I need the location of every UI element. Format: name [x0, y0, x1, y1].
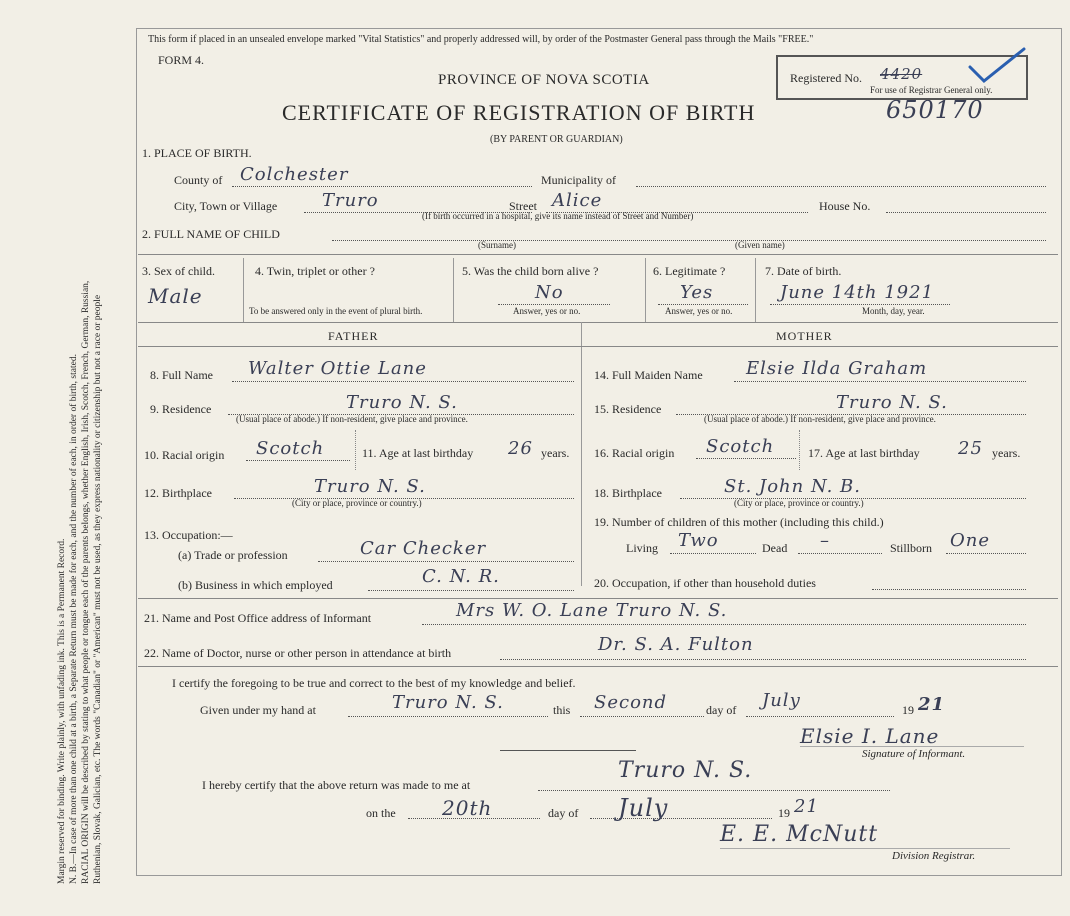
certify-year-prefix: 19 — [902, 703, 914, 717]
father-birthplace-note: (City or place, province or country.) — [292, 498, 422, 508]
stillborn-label: Stillborn — [890, 541, 933, 555]
father-years-label: years. — [541, 446, 570, 460]
father-business-value: C. N. R. — [422, 566, 500, 587]
father-birthplace-value: Truro N. S. — [314, 476, 426, 497]
father-business-label: (b) Business in which employed — [178, 578, 333, 592]
mother-residence-value: Truro N. S. — [836, 392, 948, 413]
sidebar-line-1: Margin reserved for binding. Write plainly, with unfading ink. This is a Permanent Record. — [57, 538, 67, 884]
mother-residence-label: 15. Residence — [594, 402, 662, 416]
registrar-day-of-label: day of — [548, 806, 579, 820]
registrar-place-value: Truro N. S. — [618, 758, 753, 783]
father-occupation-label: 13. Occupation:— — [144, 528, 233, 542]
mother-header: MOTHER — [776, 329, 833, 343]
dead-value: – — [820, 530, 830, 551]
father-name-label: 8. Full Name — [150, 368, 213, 382]
municipality-label: Municipality of — [541, 173, 616, 187]
mother-age-value: 25 — [958, 438, 983, 459]
stillborn-value: One — [950, 530, 991, 551]
certify-month-value: July — [762, 690, 801, 711]
surname-note: (Surname) — [478, 240, 516, 250]
living-label: Living — [626, 541, 658, 555]
division-registrar-label: Division Registrar. — [892, 850, 976, 862]
margin-instructions — [56, 64, 104, 884]
registrar-on-the-label: on the — [366, 806, 396, 820]
sidebar-line-4: Ruthenian, Slovak, Galician, etc. The words "Canadian" or "American" must not be used, as they express nationality or citizenship but not a race or people — [93, 294, 103, 884]
mother-age-label: 17. Age at last birthday — [808, 446, 920, 460]
alive-value: No — [535, 282, 564, 303]
informant-label: 21. Name and Post Office address of Informant — [144, 611, 372, 625]
father-residence-value: Truro N. S. — [346, 392, 458, 413]
registered-label: Registered No. — [790, 71, 862, 85]
father-residence-label: 9. Residence — [150, 402, 212, 416]
doctor-value: Dr. S. A. Fulton — [598, 634, 754, 655]
signature-of-informant-label: Signature of Informant. — [862, 748, 966, 760]
doctor-label: 22. Name of Doctor, nurse or other person in attendance at birth — [144, 646, 452, 660]
place-of-birth-label: 1. PLACE OF BIRTH. — [142, 146, 252, 160]
registered-struck-number: 4420 — [880, 65, 923, 83]
mother-years-label: years. — [992, 446, 1021, 460]
twin-label: 4. Twin, triplet or other ? — [255, 264, 375, 278]
certify-day-of-label: day of — [706, 703, 737, 717]
registrar-day-value: 20th — [442, 796, 493, 820]
alive-note: Answer, yes or no. — [513, 306, 581, 316]
father-name-value: Walter Ottie Lane — [248, 358, 427, 379]
registrar-year-value: 21 — [794, 796, 819, 817]
mother-birthplace-value: St. John N. B. — [724, 476, 861, 497]
mother-name-label: 14. Full Maiden Name — [594, 368, 703, 382]
certify-day-value: Second — [594, 692, 668, 713]
mother-occupation-label: 20. Occupation, if other than household duties — [594, 576, 816, 590]
child-name-label: 2. FULL NAME OF CHILD — [142, 227, 280, 241]
certify-text: I certify the foregoing to be true and correct to the best of my knowledge and belief. — [172, 676, 576, 690]
given-under-label: Given under my hand at — [200, 703, 316, 717]
mother-birthplace-note: (City or place, province or country.) — [734, 498, 864, 508]
city-value: Truro — [322, 190, 379, 211]
sidebar-line-3: RACIAL ORIGIN will be described by stating to what people or tongue each of the parents belongs, whether English, Irish, Scotch, French, German, Russian, — [81, 280, 91, 884]
street-value: Alice — [552, 190, 603, 211]
county-label: County of — [174, 173, 223, 187]
page-title: CERTIFICATE OF REGISTRATION OF BIRTH — [282, 100, 756, 125]
registered-note: For use of Registrar General only. — [870, 85, 993, 95]
page-subtitle: (BY PARENT OR GUARDIAN) — [490, 134, 623, 145]
informant-value: Mrs W. O. Lane Truro N. S. — [456, 600, 728, 621]
twin-note: To be answered only in the event of plural birth. — [249, 306, 423, 316]
informant-signature: Elsie I. Lane — [800, 724, 940, 748]
checkmark-icon — [966, 45, 1026, 85]
sex-value: Male — [148, 284, 203, 308]
mother-racial-value: Scotch — [706, 436, 775, 457]
hospital-note: (If birth occurred in a hospital, give its name instead of Street and Number) — [422, 211, 694, 221]
registered-number-handwritten: 650170 — [886, 96, 984, 124]
registrar-year-prefix: 19 — [778, 806, 790, 820]
father-age-label: 11. Age at last birthday — [362, 446, 474, 460]
mother-children-label: 19. Number of children of this mother (including this child.) — [594, 515, 884, 529]
mother-birthplace-label: 18. Birthplace — [594, 486, 662, 500]
father-residence-note: (Usual place of abode.) If non-resident, give place and province. — [236, 414, 468, 424]
certify-year-value: 21 — [918, 694, 946, 715]
date-of-birth-value: June 14th 1921 — [780, 282, 935, 303]
father-trade-label: (a) Trade or profession — [178, 548, 288, 562]
form-number: FORM 4. — [158, 53, 205, 67]
living-value: Two — [678, 530, 719, 551]
date-of-birth-label: 7. Date of birth. — [765, 264, 842, 278]
father-racial-value: Scotch — [256, 438, 325, 459]
father-age-value: 26 — [508, 438, 533, 459]
registered-box — [776, 55, 1028, 100]
legitimate-label: 6. Legitimate ? — [653, 264, 726, 278]
house-number-label: House No. — [819, 199, 871, 213]
given-name-note: (Given name) — [735, 240, 785, 250]
province-heading: PROVINCE OF NOVA SCOTIA — [438, 72, 650, 88]
alive-label: 5. Was the child born alive ? — [462, 264, 599, 278]
date-of-birth-note: Month, day, year. — [862, 306, 925, 316]
registrar-text: I hereby certify that the above return was made to me at — [202, 778, 471, 792]
certify-this-label: this — [553, 703, 571, 717]
mailing-notice: This form if placed in an unsealed envelope marked "Vital Statistics" and properly addressed will, by order of the Postmaster General pass through the Mails "FREE." — [148, 34, 814, 45]
mother-residence-note: (Usual place of abode.) If non-resident, give place and province. — [704, 414, 936, 424]
street-label: Street — [509, 199, 537, 213]
father-racial-label: 10. Racial origin — [144, 448, 225, 462]
certify-place-value: Truro N. S. — [392, 692, 504, 713]
mother-racial-label: 16. Racial origin — [594, 446, 675, 460]
registrar-month-value: July — [618, 794, 669, 822]
legitimate-value: Yes — [680, 282, 714, 303]
father-birthplace-label: 12. Birthplace — [144, 486, 212, 500]
sex-label: 3. Sex of child. — [142, 264, 215, 278]
dead-label: Dead — [762, 541, 788, 555]
father-header: FATHER — [328, 329, 379, 343]
county-value: Colchester — [240, 164, 349, 185]
sidebar-line-2: N. B.—In case of more than one child at a birth, a Separate Return must be made for each, and the number of each, in order of birth, stated. — [69, 354, 79, 884]
mother-name-value: Elsie Ilda Graham — [746, 358, 928, 379]
legitimate-note: Answer, yes or no. — [665, 306, 733, 316]
father-trade-value: Car Checker — [360, 538, 487, 559]
city-label: City, Town or Village — [174, 199, 278, 213]
registrar-signature: E. E. McNutt — [720, 822, 879, 847]
